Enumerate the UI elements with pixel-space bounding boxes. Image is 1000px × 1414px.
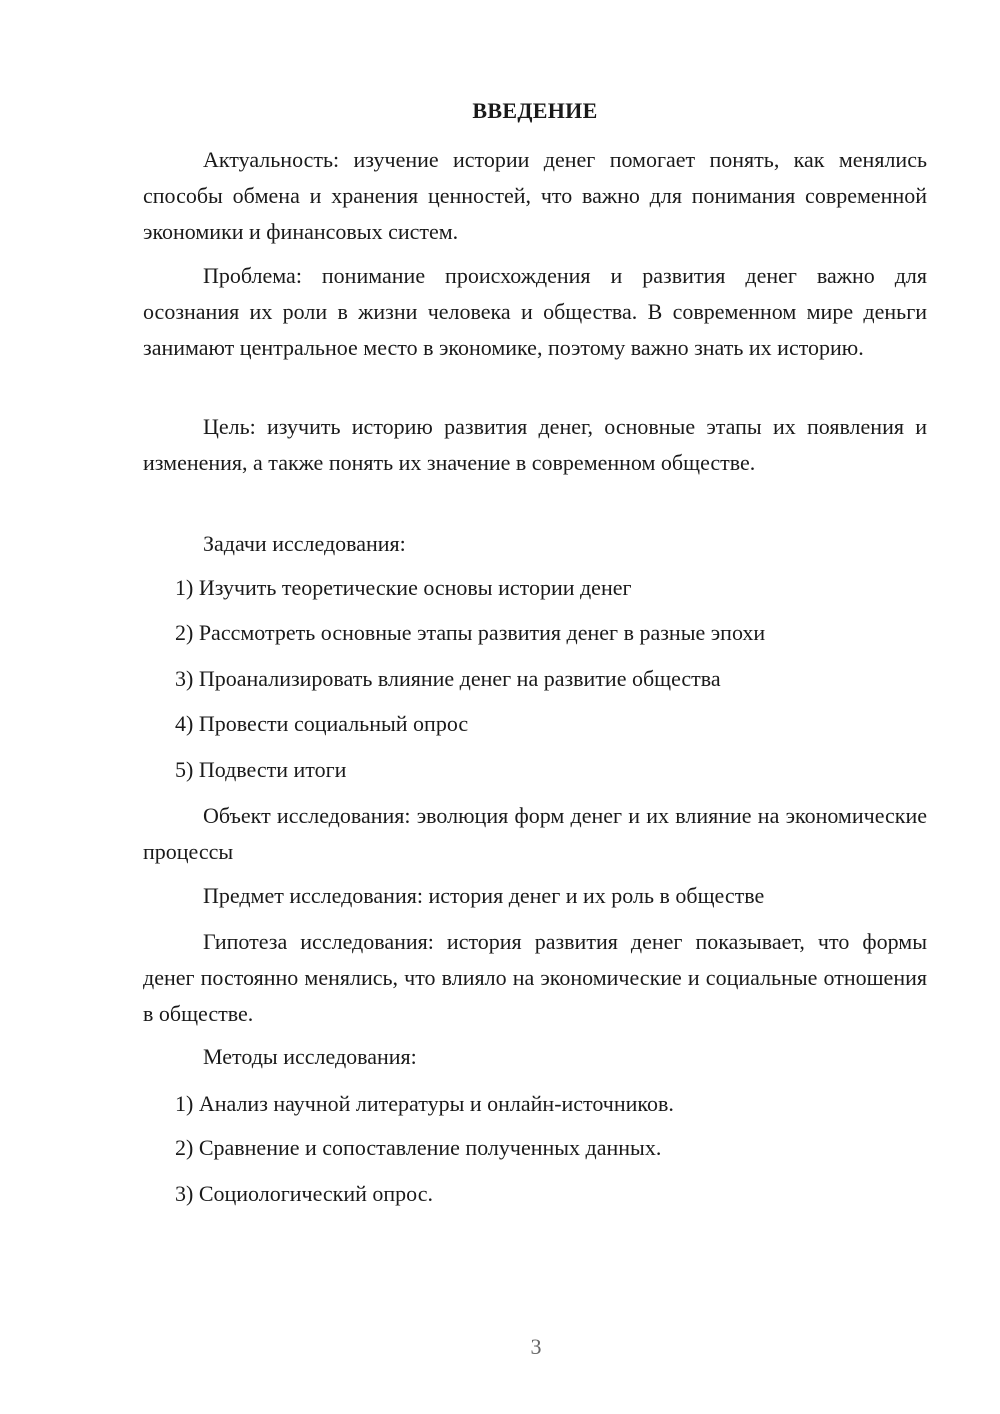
object-paragraph: Объект исследования: эволюция форм денег и их влияние на экономические процессы: [143, 803, 927, 864]
task-item: 5) Подвести итоги: [175, 757, 347, 782]
method-item: 2) Сравнение и сопоставление полученных данных.: [175, 1135, 662, 1160]
task-item: 4) Провести социальный опрос: [175, 711, 469, 736]
problem-paragraph: Проблема: понимание происхождения и развития денег важно для осознания их роли в жизни человека и общества. В современном мире деньги занимают центральное место в экономике, поэтому важно знать их историю.: [143, 263, 927, 360]
page-title: ВВЕДЕНИЕ: [472, 98, 598, 123]
methods-heading: Методы исследования:: [203, 1044, 417, 1069]
task-item: 3) Проанализировать влияние денег на развитие общества: [175, 666, 721, 691]
tasks-heading: Задачи исследования:: [203, 531, 406, 556]
method-item: 3) Социологический опрос.: [175, 1181, 433, 1206]
task-item: 1) Изучить теоретические основы истории денег: [175, 575, 632, 600]
goal-paragraph: Цель: изучить историю развития денег, основные этапы их появления и изменения, а также понять их значение в современном обществе.: [143, 414, 927, 475]
relevance-paragraph: Актуальность: изучение истории денег помогает понять, как менялись способы обмена и хранения ценностей, что важно для понимания современной экономики и финансовых систем.: [143, 147, 927, 244]
method-item: 1) Анализ научной литературы и онлайн-источников.: [175, 1091, 674, 1116]
task-item: 2) Рассмотреть основные этапы развития денег в разные эпохи: [175, 620, 766, 645]
subject-paragraph: Предмет исследования: история денег и их роль в обществе: [203, 883, 765, 908]
hypothesis-paragraph: Гипотеза исследования: история развития денег показывает, что формы денег постоянно менялись, что влияло на экономические и социальные отношения в обществе.: [143, 929, 927, 1026]
page-number: 3: [530, 1334, 542, 1359]
